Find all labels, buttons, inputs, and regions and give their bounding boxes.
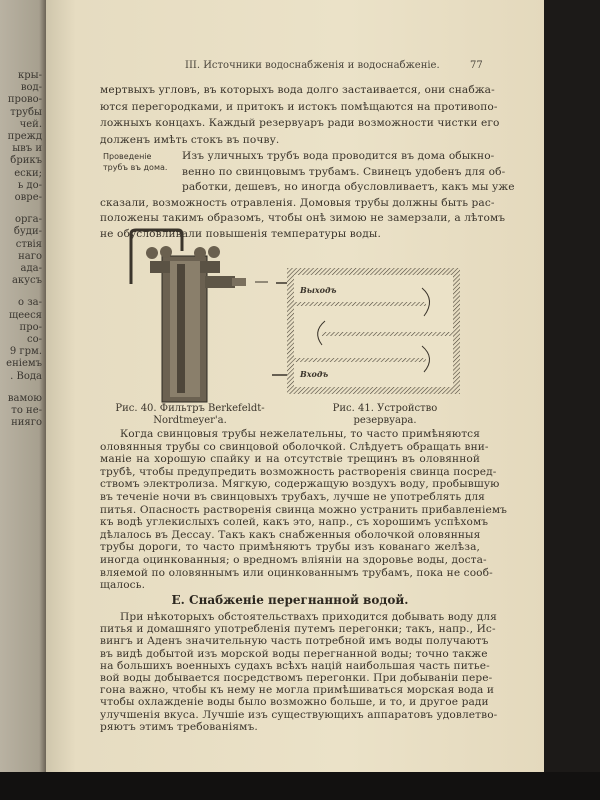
left-page-text-fragment: ада-	[20, 263, 42, 274]
text-line: ствомъ электролиза. Мягкую, содержащую воздухъ воду, пробывшую	[100, 478, 500, 491]
left-page-text-fragment: . Вода	[10, 370, 42, 382]
text-line: ряютъ этимъ требованіямъ.	[100, 720, 258, 733]
text-line: не обусловливали повышенія температуры воды.	[100, 227, 381, 240]
text-line: положены такимъ образомъ, чтобы онѣ зимою не замерзали, а лѣтомъ	[100, 212, 506, 224]
page-number: 77	[470, 60, 483, 71]
text-line: щалось.	[100, 579, 146, 592]
text-line: При нѣкоторыхъ обстоятельствахъ приходится добывать воду для	[120, 611, 497, 623]
left-page-text-fragment: наго	[18, 250, 42, 262]
text-line: венно по свинцовымъ трубамъ. Свинецъ удобенъ для об-	[182, 165, 506, 178]
left-page-text-fragment: 9 грм.	[9, 346, 42, 358]
text-line: ложныхъ концахъ. Каждый резервуаръ ради возможности чистки его	[100, 117, 500, 129]
left-page-text-fragment: ствія	[15, 238, 42, 250]
left-page-text-fragment: еніемъ	[6, 358, 42, 370]
fig41-caption: Рис. 41. Устройство резервуара.	[332, 403, 438, 426]
left-page-text-fragment: прежд	[7, 131, 42, 142]
text-line: вингъ и Аденъ значительную часть потребной имъ воды получаютъ	[100, 635, 489, 648]
fig40-caption-line: Nordtmeyer'а.	[153, 415, 227, 426]
left-page-text-fragment: чей.	[19, 118, 42, 130]
left-page-text-fragment: кры-	[18, 70, 42, 81]
text-line: ются перегородками, и притокъ и истокъ помѣщаются на противопо-	[100, 100, 498, 113]
text-line: Когда свинцовыя трубы нежелательны, то часто примѣняются	[120, 428, 480, 440]
left-page-text-fragment: трубы	[10, 106, 42, 118]
margin-note-line: Проведеніе	[103, 152, 152, 161]
left-page-text-fragment: ески;	[14, 167, 42, 179]
left-page-text-fragment: брикъ	[10, 155, 42, 167]
left-page-text-fragment: вод-	[20, 82, 42, 94]
text-line: иногда оцинкованныя; о вредномъ вліяніи на здоровье воды, доста-	[100, 554, 487, 566]
left-page-text-fragment: щееся	[8, 309, 42, 321]
left-page-text-fragment: ь до-	[17, 179, 42, 191]
left-page-text-fragment: ывъ и	[12, 143, 42, 155]
text-line: въ видѣ добытой изъ морской воды перегнанной воды; точно также	[100, 647, 488, 660]
left-page-text-fragment: акусъ	[11, 275, 42, 287]
left-page-text-fragment: овре-	[14, 192, 42, 203]
left-page-text-fragment: про-	[19, 321, 42, 333]
text-line: маніе на хорошую спайку и на отсутствіе трещинъ въ оловянной	[100, 453, 480, 466]
left-page-text-fragment: вамою	[7, 392, 42, 404]
text-line: улучшенія вкуса. Лучшіе изъ существующихъ аппаратовъ удовлетво-	[100, 708, 498, 721]
left-page-text-fragment: буди-	[13, 226, 42, 238]
reservoir-inlet-label: Входъ	[300, 369, 329, 379]
left-page-text-fragment: прово-	[7, 94, 42, 106]
text-line: работки, дешевъ, но иногда обусловливаетъ, какъ мы уже	[182, 181, 515, 193]
left-page-text-fragment: о за-	[18, 297, 42, 309]
text-line: питья. Опасность растворенія свинца можно устранить прибавленіемъ	[100, 503, 507, 516]
text-line: на большихъ военныхъ судахъ всѣхъ націй наибольшая часть питье-	[100, 659, 490, 672]
text-line: питья и домашняго употребленія путемъ перегонки; такъ, напр., Ис-	[100, 623, 496, 636]
text-line: трубѣ, чтобы предупредить возможность растворенія свинца посред-	[100, 465, 497, 478]
left-page-text-fragment: то не-	[11, 405, 42, 416]
text-line: чтобы охлажденіе воды было возможно больше, и то, и другое ради	[100, 696, 489, 709]
text-line: Изъ уличныхъ трубъ вода проводится въ дома обыкно-	[182, 150, 495, 162]
running-title: III. Источники водоснабженія и водоснабженіе.	[185, 60, 440, 71]
text-line: сказали, возможность отравленія. Домовыя трубы должны быть рас-	[100, 196, 495, 209]
filter-illustration	[131, 230, 268, 402]
text-line: вляемой по оловяннымъ или оцинкованнымъ трубамъ, пока не сооб-	[100, 566, 493, 579]
text-line: долженъ имѣть стокъ въ почву.	[100, 133, 280, 146]
text-line: гона важно, чтобы къ нему не могла примѣшиваться морская вода и	[100, 684, 495, 697]
text-line: трубы дороги, то часто примѣняютъ трубы изъ кованаго желѣза,	[100, 541, 480, 554]
text-line: въ теченіе ночи въ свинцовыхъ трубахъ, лучше не употреблять для	[100, 491, 485, 503]
text-line: вой воды добывается посредствомъ перегонки. При добываніи пере-	[100, 672, 493, 684]
left-page-text-fragment: нияго	[11, 417, 42, 429]
text-line: оловянныя трубы со свинцовой оболочкой. Слѣдуетъ обращать вни-	[100, 440, 489, 453]
margin-note-line: трубъ въ дома.	[103, 163, 168, 172]
reservoir-outlet-label: Выходъ	[300, 285, 337, 295]
section-heading: Е. Снабженіе перегнанной водой.	[171, 593, 409, 607]
text-line: мертвыхъ угловъ, въ которыхъ вода долго застаивается, они снабжа-	[100, 84, 495, 96]
text-line: дѣлалось въ Дессау. Такъ какъ снабженныя оболочкой оловянныя	[100, 528, 481, 541]
left-page-text-fragment: со-	[27, 334, 42, 345]
fig40-caption-line: Рис. 40. Фильтръ Berkefeldt-	[115, 403, 265, 414]
left-page-text-fragment: орга-	[14, 214, 42, 226]
text-line: къ водѣ углекислыхъ солей, какъ это, напр., съ хорошимъ успѣхомъ	[100, 516, 489, 529]
